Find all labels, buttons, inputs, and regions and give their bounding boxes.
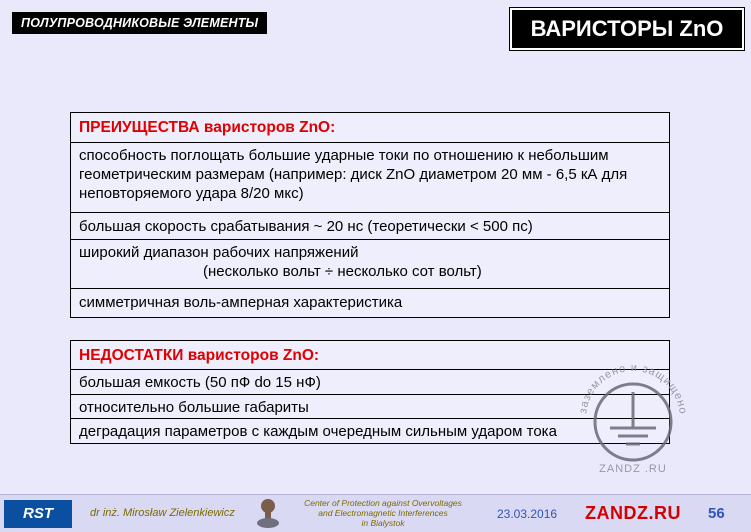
disadvantage-item-1: большая емкость (50 пФ do 15 нФ) (71, 369, 669, 394)
advantage-item-3-line1: широкий диапазон рабочих напряжений (79, 244, 359, 261)
advantage-item-3 (71, 239, 669, 288)
advantage-item-4: симметричная воль-амперная характеристика (71, 288, 669, 316)
advantages-heading: ПРЕИУЩЕСТВА варисторов ZnO: (79, 119, 336, 136)
page-number: 56 (708, 505, 725, 522)
watermark-arc-text: заземлено и защищено (577, 361, 689, 416)
section-tag: ПОЛУПРОВОДНИКОВЫЕ ЭЛЕМЕНТЫ (12, 12, 267, 34)
rst-logo: RST (4, 500, 72, 528)
footer-center-line-3: in Bialystok (361, 518, 405, 528)
footer-brand[interactable]: ZANDZ.RU (585, 503, 681, 523)
footer-center-line-1: Center of Protection against Overvoltages (304, 498, 462, 508)
ground-symbol-icon (568, 340, 698, 480)
footer-date: 23.03.2016 (497, 507, 558, 521)
footer-center-text (288, 498, 478, 528)
center-logo-icon (255, 497, 281, 529)
disadvantages-heading: НЕДОСТАТКИ варисторов ZnO: (79, 347, 320, 364)
disadvantage-item-2: относительно большие габариты (71, 394, 669, 418)
advantage-item-2: большая скорость срабатывания ~ 20 нс (теоретически < 500 пс) (71, 212, 669, 239)
footer-author: dr inż. Mirosław Zielenkiewicz (90, 507, 235, 519)
footer-center-line-2: and Electromagnetic Interferences (318, 508, 448, 518)
disadvantage-item-3: деградация параметров с каждым очередным сильным ударом тока (71, 418, 669, 442)
watermark-bottom-text: ZANDZ .RU (599, 463, 667, 475)
advantages-box (70, 112, 670, 318)
advantage-item-1: способность поглощать большие ударные токи по отношению к небольшим геометрическим размерам (например: диск ZnO диаметром 20 мм - 6,5 кА для неповторяемого удара 8/20 мкс) (71, 142, 669, 212)
advantage-item-3-line2: (несколько вольт ÷ несколько сот вольт) (203, 263, 482, 280)
slide-title: ВАРИСТОРЫ ZnO (510, 8, 744, 50)
